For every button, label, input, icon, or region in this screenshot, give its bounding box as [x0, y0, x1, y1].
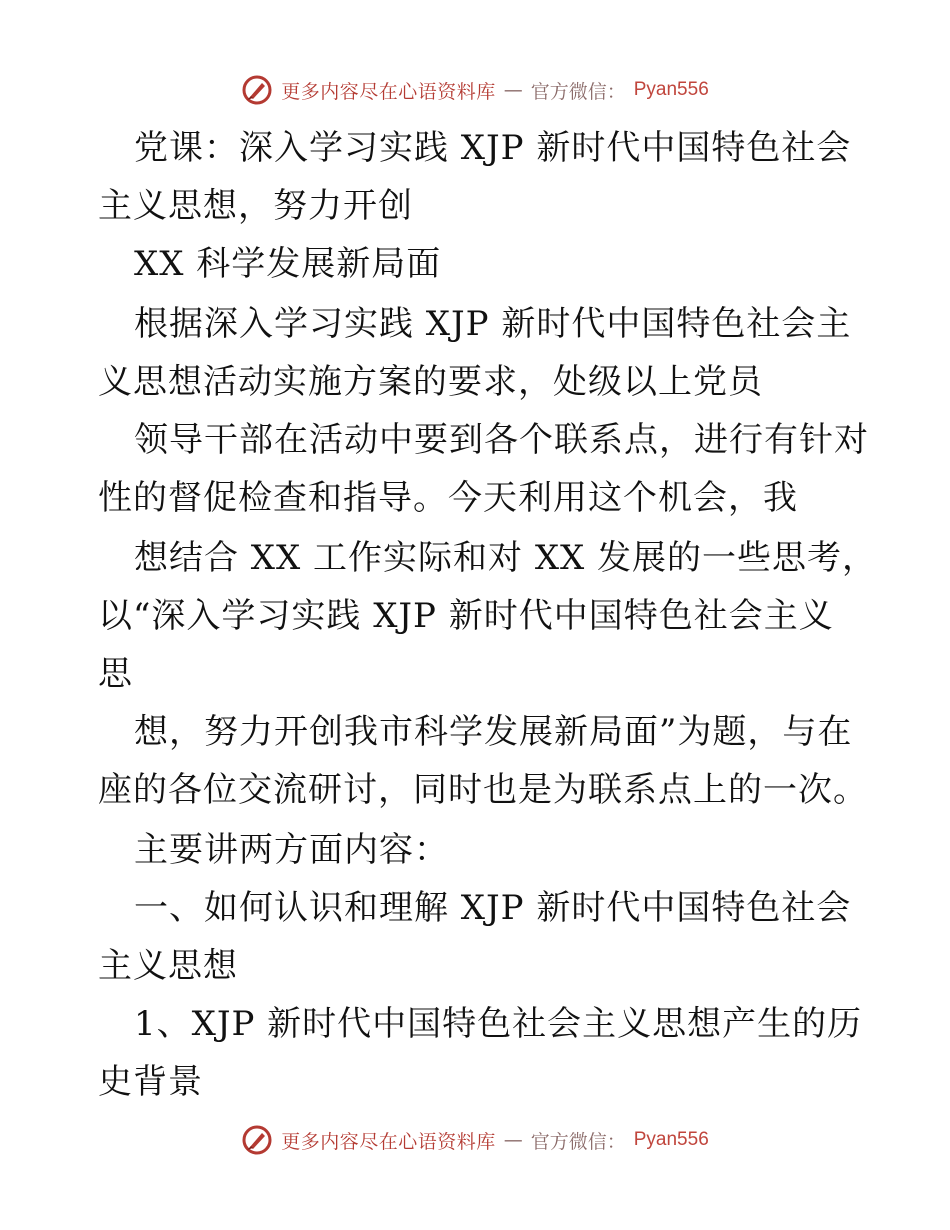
text-line: 领导干部在活动中要到各个联系点，进行有针对 [134, 420, 869, 460]
text-line: 主要讲两方面内容： [134, 830, 449, 870]
pen-logo-icon [241, 1124, 273, 1156]
text-line: 义思想活动实施方案的要求，处级以上党员 [98, 362, 763, 402]
watermark-contact-label: 官方微信： [530, 80, 626, 103]
text-line: XX 科学发展新局面 [134, 244, 442, 284]
text-line: 一、如何认识和理解 XJP 新时代中国特色社会 [134, 888, 852, 928]
text-line: 思 [98, 654, 133, 694]
text-line: 以“深入学习实践 XJP 新时代中国特色社会主义 [98, 596, 834, 636]
text-line: 主义思想 [98, 946, 238, 986]
watermark-handle: Pyan556 [633, 1129, 709, 1150]
watermark-handle: Pyan556 [633, 79, 709, 100]
text-line: 根据深入学习实践 XJP 新时代中国特色社会主 [134, 304, 852, 344]
pen-logo-icon [241, 74, 273, 106]
watermark-contact-label: 官方微信： [530, 1130, 626, 1153]
watermark-main-text: 更多内容尽在心语资料库 [281, 80, 496, 103]
text-line: 性的督促检查和指导。今天利用这个机会，我 [98, 478, 798, 518]
watermark-main-text: 更多内容尽在心语资料库 [281, 1130, 496, 1153]
header-watermark [0, 70, 950, 110]
text-line: 主义思想，努力开创 [98, 186, 413, 226]
text-line: 座的各位交流研讨，同时也是为联系点上的一次。 [98, 770, 868, 810]
text-line: 史背景 [98, 1062, 203, 1102]
text-line: 党课：深入学习实践 XJP 新时代中国特色社会 [134, 128, 852, 168]
footer-watermark [0, 1120, 950, 1160]
text-line: 1、XJP 新时代中国特色社会主义思想产生的历 [134, 1004, 863, 1044]
watermark-separator: — [503, 79, 523, 101]
watermark-separator: — [503, 1129, 523, 1151]
text-line: 想结合 XX 工作实际和对 XX 发展的一些思考， [134, 538, 878, 578]
text-line: 想，努力开创我市科学发展新局面”为题，与在 [134, 712, 853, 752]
